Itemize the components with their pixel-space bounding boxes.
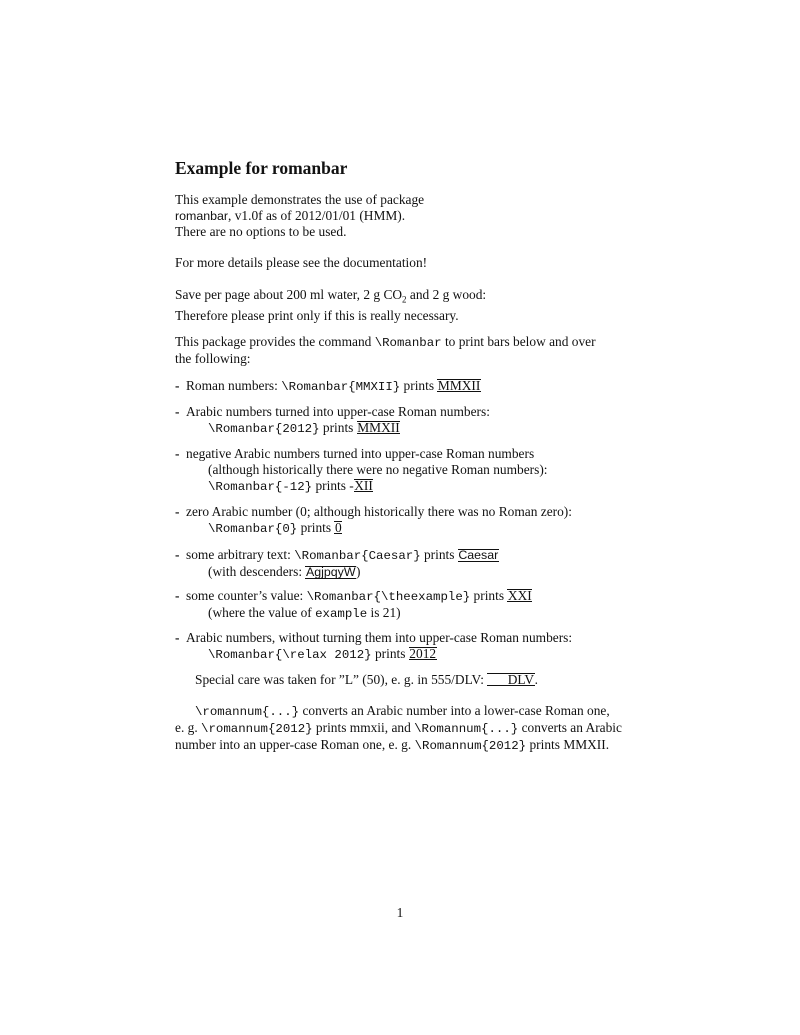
text: \Romanbar{Caesar} xyxy=(294,549,421,563)
text: some counter’s value: xyxy=(186,588,307,603)
text: example xyxy=(315,607,368,621)
text: e. g. xyxy=(175,720,202,735)
text: This package provides the command xyxy=(175,334,375,349)
text: Arabic numbers, without turning them into upper-case Roman numbers: xyxy=(186,630,573,645)
list-item: - some arbitrary text: \Romanbar{Caesar} prints Caesar (with descenders: AgjpqyW) xyxy=(175,547,499,579)
text: prints xyxy=(420,547,458,562)
text: \Romanbar{-12} xyxy=(208,480,313,494)
romanbar-output: MMXII xyxy=(357,420,400,435)
romanbar-output: 2012 xyxy=(409,646,437,661)
text: Roman numbers: xyxy=(186,378,282,393)
provides-paragraph xyxy=(175,334,627,367)
list-item: - negative Arabic numbers turned into upper-case Roman numbers (although historically there were no negative Roman numbers): \Romanbar{-12} prints -XII xyxy=(175,446,548,494)
text: the following: xyxy=(175,351,251,366)
text: prints xyxy=(470,588,508,603)
page-number: 1 xyxy=(396,905,404,920)
text: and 2 g wood: xyxy=(406,287,487,302)
romanbar-output: DLV xyxy=(487,673,534,686)
text: converts an Arabic number into a lower-case Roman one, xyxy=(299,703,610,718)
romanbar-output: Caesar xyxy=(458,548,499,562)
romanbar-output: XXI xyxy=(507,588,532,603)
text: \Romanbar{MMXII} xyxy=(281,380,401,394)
text: Arabic numbers turned into upper-case Roman numbers: xyxy=(186,404,490,419)
romanbar-output: 0 xyxy=(334,520,342,535)
text: , v1.0f as of 2012/01/01 (HMM). xyxy=(228,208,406,223)
text: \Romanbar{2012} xyxy=(208,422,320,436)
text: Save per page about 200 ml water, 2 g CO xyxy=(175,287,403,302)
text: prints xyxy=(319,420,357,435)
text: \romannum{2012} xyxy=(201,722,313,736)
list-item: - Arabic numbers turned into upper-case Roman numbers: \Romanbar{2012} prints MMXII xyxy=(175,404,490,436)
save-paragraph xyxy=(175,287,627,324)
text: some arbitrary text: xyxy=(186,547,295,562)
intro-paragraph xyxy=(175,192,627,240)
text: There are no options to be used. xyxy=(175,224,347,239)
text: \Romannum{...} xyxy=(414,722,519,736)
text: prints MMXII. xyxy=(526,737,610,752)
text: converts an Arabic xyxy=(518,720,622,735)
text: zero Arabic number (0; although historically there was no Roman zero): xyxy=(186,504,572,519)
text: \Romannum{2012} xyxy=(414,739,527,753)
text: (although historically there were no negative Roman numbers): xyxy=(208,462,548,477)
text: \Romanbar{\theexample} xyxy=(306,590,471,604)
text: Special care was taken for ”L” (50), e. g. in 555/DLV: xyxy=(195,672,488,687)
page-title: Example for romanbar xyxy=(175,158,348,178)
romanbar-output: MMXII xyxy=(437,378,481,393)
text: \romannum{...} xyxy=(195,705,300,719)
text: number into an upper-case Roman one, e. g. xyxy=(175,737,415,752)
details-paragraph: For more details please see the documentation! xyxy=(175,255,428,270)
text: is 21) xyxy=(367,605,401,620)
text: \Romanbar{0} xyxy=(208,522,298,536)
romanbar-output: XII xyxy=(354,478,373,493)
text: prints mmxii, and xyxy=(312,720,415,735)
list-item: - some counter’s value: \Romanbar{\theexample} prints XXI (where the value of example is 21) xyxy=(175,588,532,621)
list-item: - Roman numbers: \Romanbar{MMXII} prints MMXII xyxy=(175,378,481,394)
package-name: romanbar xyxy=(175,209,229,223)
text: prints xyxy=(400,378,438,393)
list-item: - zero Arabic number (0; although historically there was no Roman zero): \Romanbar{0} prints 0 xyxy=(175,504,572,536)
text: prints xyxy=(297,520,335,535)
text: Therefore please print only if this is really necessary. xyxy=(175,307,459,323)
text: (with descenders: xyxy=(208,564,306,579)
final-paragraph xyxy=(175,703,627,754)
text: This example demonstrates the use of package xyxy=(175,192,425,207)
text: to print bars below and over xyxy=(441,334,596,349)
text: . xyxy=(534,672,538,687)
subscript: 2 xyxy=(402,294,407,305)
text: negative Arabic numbers turned into upper-case Roman numbers xyxy=(186,446,535,461)
text: (where the value of xyxy=(208,605,316,620)
text: prints - xyxy=(312,478,354,493)
text: prints xyxy=(371,646,409,661)
romanbar-output: AgjpqyW xyxy=(305,565,356,579)
special-paragraph xyxy=(175,672,627,688)
command: \Romanbar xyxy=(374,336,442,350)
list-item: - Arabic numbers, without turning them into upper-case Roman numbers: \Romanbar{\relax 2012} prints 2012 xyxy=(175,630,573,662)
text: \Romanbar{\relax 2012} xyxy=(208,648,372,662)
text: ) xyxy=(356,564,361,579)
